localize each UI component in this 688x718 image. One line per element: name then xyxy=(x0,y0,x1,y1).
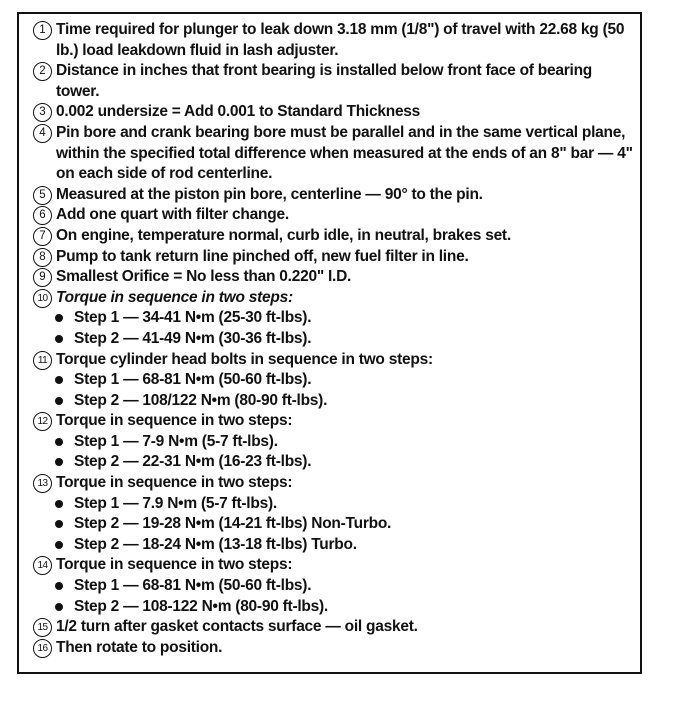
note-10 xyxy=(33,288,634,309)
bullet-icon xyxy=(55,335,63,343)
note-9 xyxy=(33,267,634,288)
note-11 xyxy=(33,350,634,371)
bullet-icon xyxy=(55,314,63,322)
note-text: Smallest Orifice = No less than 0.220" I.D. xyxy=(56,268,352,286)
step-item xyxy=(33,308,634,329)
step-text: Step 2 — 19-28 N•m (14-21 ft-lbs) Non-Turbo. xyxy=(74,515,392,533)
note-12 xyxy=(33,411,634,432)
step-text: Step 1 — 7.9 N•m (5-7 ft-lbs). xyxy=(74,494,277,512)
note-text: Add one quart with filter change. xyxy=(56,206,289,224)
note-7 xyxy=(33,226,634,247)
note-text: Torque in sequence in two steps: xyxy=(56,412,293,430)
step-text: Step 2 — 108-122 N•m (80-90 ft-lbs). xyxy=(74,597,328,615)
note-text: Pump to tank return line pinched off, new fuel filter in line. xyxy=(56,247,469,265)
step-item xyxy=(33,576,634,597)
note-text: Distance in inches that front bearing is installed below front face of bearing tower. xyxy=(56,62,593,100)
step-text: Step 1 — 68-81 N•m (50-60 ft-lbs). xyxy=(74,577,312,595)
note-text: 1/2 turn after gasket contacts surface — oil gasket. xyxy=(56,618,418,636)
note-16 xyxy=(33,638,634,659)
note-text: Torque in sequence in two steps: xyxy=(56,474,293,492)
note-number-badge: 15 xyxy=(33,618,52,637)
step-item xyxy=(33,535,634,556)
note-text: Torque cylinder head bolts in sequence in two steps: xyxy=(56,350,433,368)
note-number-badge: 3 xyxy=(33,103,52,122)
bullet-icon xyxy=(55,458,63,466)
bullet-icon xyxy=(55,500,63,508)
bullet-icon xyxy=(55,520,63,528)
note-number-badge: 8 xyxy=(33,248,52,267)
note-number-badge: 16 xyxy=(33,639,52,658)
bullet-icon xyxy=(55,376,63,384)
bullet-icon xyxy=(55,582,63,590)
step-text: Step 1 — 7-9 N•m (5-7 ft-lbs). xyxy=(74,432,278,450)
note-number-badge: 12 xyxy=(33,412,52,431)
note-2 xyxy=(33,61,634,102)
step-item xyxy=(33,514,634,535)
note-1 xyxy=(33,20,634,61)
specification-notes-box xyxy=(17,12,642,674)
note-number-badge: 10 xyxy=(33,289,52,308)
note-number-badge: 14 xyxy=(33,556,52,575)
note-14 xyxy=(33,555,634,576)
bullet-icon xyxy=(55,438,63,446)
note-number-badge: 13 xyxy=(33,474,52,493)
step-item xyxy=(33,370,634,391)
step-item xyxy=(33,494,634,515)
note-text: Time required for plunger to leak down 3.18 mm (1/8") of travel with 22.68 kg (50 lb.) load leakdown fluid in lash adjuster. xyxy=(56,21,625,59)
note-15 xyxy=(33,617,634,638)
step-text: Step 1 — 68-81 N•m (50-60 ft-lbs). xyxy=(74,371,312,389)
note-4 xyxy=(33,123,634,185)
step-text: Step 2 — 108/122 N•m (80-90 ft-lbs). xyxy=(74,391,328,409)
step-item xyxy=(33,329,634,350)
step-text: Step 2 — 41-49 N•m (30-36 ft-lbs). xyxy=(74,329,312,347)
note-text: Torque in sequence in two steps: xyxy=(56,288,293,306)
note-number-badge: 5 xyxy=(33,186,52,205)
note-text: Torque in sequence in two steps: xyxy=(56,556,293,574)
note-13 xyxy=(33,473,634,494)
note-text: 0.002 undersize = Add 0.001 to Standard Thickness xyxy=(56,103,421,121)
note-number-badge: 2 xyxy=(33,62,52,81)
step-item xyxy=(33,391,634,412)
note-number-badge: 4 xyxy=(33,124,52,143)
step-text: Step 2 — 22-31 N•m (16-23 ft-lbs). xyxy=(74,453,312,471)
note-text: Then rotate to position. xyxy=(56,638,223,656)
note-3 xyxy=(33,102,634,123)
note-text: Measured at the piston pin bore, centerline — 90° to the pin. xyxy=(56,185,483,203)
step-item xyxy=(33,432,634,453)
note-number-badge: 1 xyxy=(33,21,52,40)
step-item xyxy=(33,452,634,473)
note-5 xyxy=(33,185,634,206)
note-number-badge: 6 xyxy=(33,206,52,225)
note-number-badge: 11 xyxy=(33,351,52,370)
step-text: Step 2 — 18-24 N•m (13-18 ft-lbs) Turbo. xyxy=(74,535,357,553)
step-item xyxy=(33,597,634,618)
bullet-icon xyxy=(55,397,63,405)
note-number-badge: 9 xyxy=(33,268,52,287)
step-text: Step 1 — 34-41 N•m (25-30 ft-lbs). xyxy=(74,309,312,327)
note-text: Pin bore and crank bearing bore must be parallel and in the same vertical plane, within the specified total difference when measured at the ends of an 8" bar — 4" on each side of rod centerline. xyxy=(56,123,633,183)
note-8 xyxy=(33,247,634,268)
note-6 xyxy=(33,205,634,226)
bullet-icon xyxy=(55,603,63,611)
note-text: On engine, temperature normal, curb idle, in neutral, brakes set. xyxy=(56,226,511,244)
bullet-icon xyxy=(55,541,63,549)
note-number-badge: 7 xyxy=(33,227,52,246)
